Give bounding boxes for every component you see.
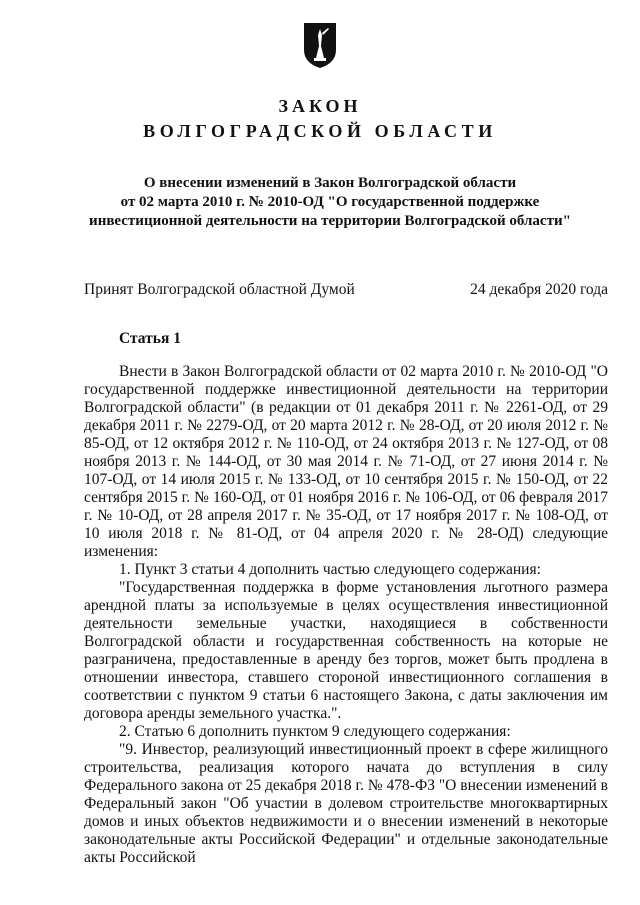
coat-of-arms-icon (300, 20, 340, 70)
paragraph-intro: Внести в Закон Волгоградской области от 02 марта 2010 г. № 2010-ОД "О государственной поддержке инвестиционной деятельности на территории Волгоградской области" (в редакции от 01 декабря 2011 г. № 2261-ОД, от 29 декабря 2011 г. № 2279-ОД, от 20 марта 2012 г. № 28-ОД, от 20 июля 2012 г. № 85-ОД, от 12 октября 2012 г. № 110-ОД, от 24 октября 2013 г. № 127-ОД, от 08 ноября 2013 г. № 144-ОД, от 30 мая 2014 г. № 71-ОД, от 27 июня 2014 г. № 107-ОД, от 14 июля 2015 г. № 133-ОД, от 10 сентября 2015 г. № 150-ОД, от 22 сентября 2015 г. № 160-ОД, от 01 ноября 2016 г. № 106-ОД, от 06 февраля 2017 г. № 10-ОД, от 28 апреля 2017 г. № 35-ОД, от 17 ноября 2017 г. № 108-ОД, от 10 июля 2018 г. № 81-ОД, от 04 апреля 2020 г. № 28-ОД) следующие изменения: (84, 363, 608, 560)
paragraph-item-1: 1. Пункт 3 статьи 4 дополнить частью следующего содержания: (119, 561, 541, 578)
law-heading: ЗАКОН (278, 96, 362, 116)
law-subject (60, 174, 600, 231)
adoption-date: 24 декабря 2020 года (470, 281, 608, 298)
subject-line: инвестиционной деятельности на территории Волгоградской области" (89, 213, 571, 229)
paragraph-quote-1: "Государственная поддержка в форме установления льготного размера арендной платы за используемые в целях осуществления инвестиционной деятельности земельные участки, находящиеся в собственности Волгоградской области и государственная собственность на которые не разграничена, предоставленные в аренду без торгов, может быть продлена в отношении инвестора, ставшего стороной инвестиционного соглашения в соответствии с пунктом 9 статьи 6 настоящего Закона, с даты заключения им договора аренды земельного участка.". (84, 579, 608, 722)
paragraph-quote-2: "9. Инвестор, реализующий инвестиционный проект в сфере жилищного строительства, реализация которого начата до вступления в силу Федерального закона от 25 декабря 2018 г. № 478-ФЗ "О внесении изменений в Федеральный закон "Об участии в долевом строительстве многоквартирных домов и иных объектов недвижимости и о внесении изменений в некоторые законодательные акты Российской Федерации" и отдельные законодательные акты Российской (84, 741, 608, 866)
article-title: Статья 1 (119, 330, 181, 347)
region-heading: ВОЛГОГРАДСКОЙ ОБЛАСТИ (143, 121, 497, 141)
paragraph-item-2: 2. Статью 6 дополнить пунктом 9 следующего содержания: (119, 723, 511, 740)
subject-line: от 02 марта 2010 г. № 2010-ОД "О государственной поддержке (120, 194, 540, 210)
adopted-by: Принят Волгоградской областной Думой (84, 281, 355, 298)
adoption-line (84, 281, 608, 299)
subject-line: О внесении изменений в Закон Волгоградской области (143, 175, 517, 191)
article-body (84, 363, 608, 867)
